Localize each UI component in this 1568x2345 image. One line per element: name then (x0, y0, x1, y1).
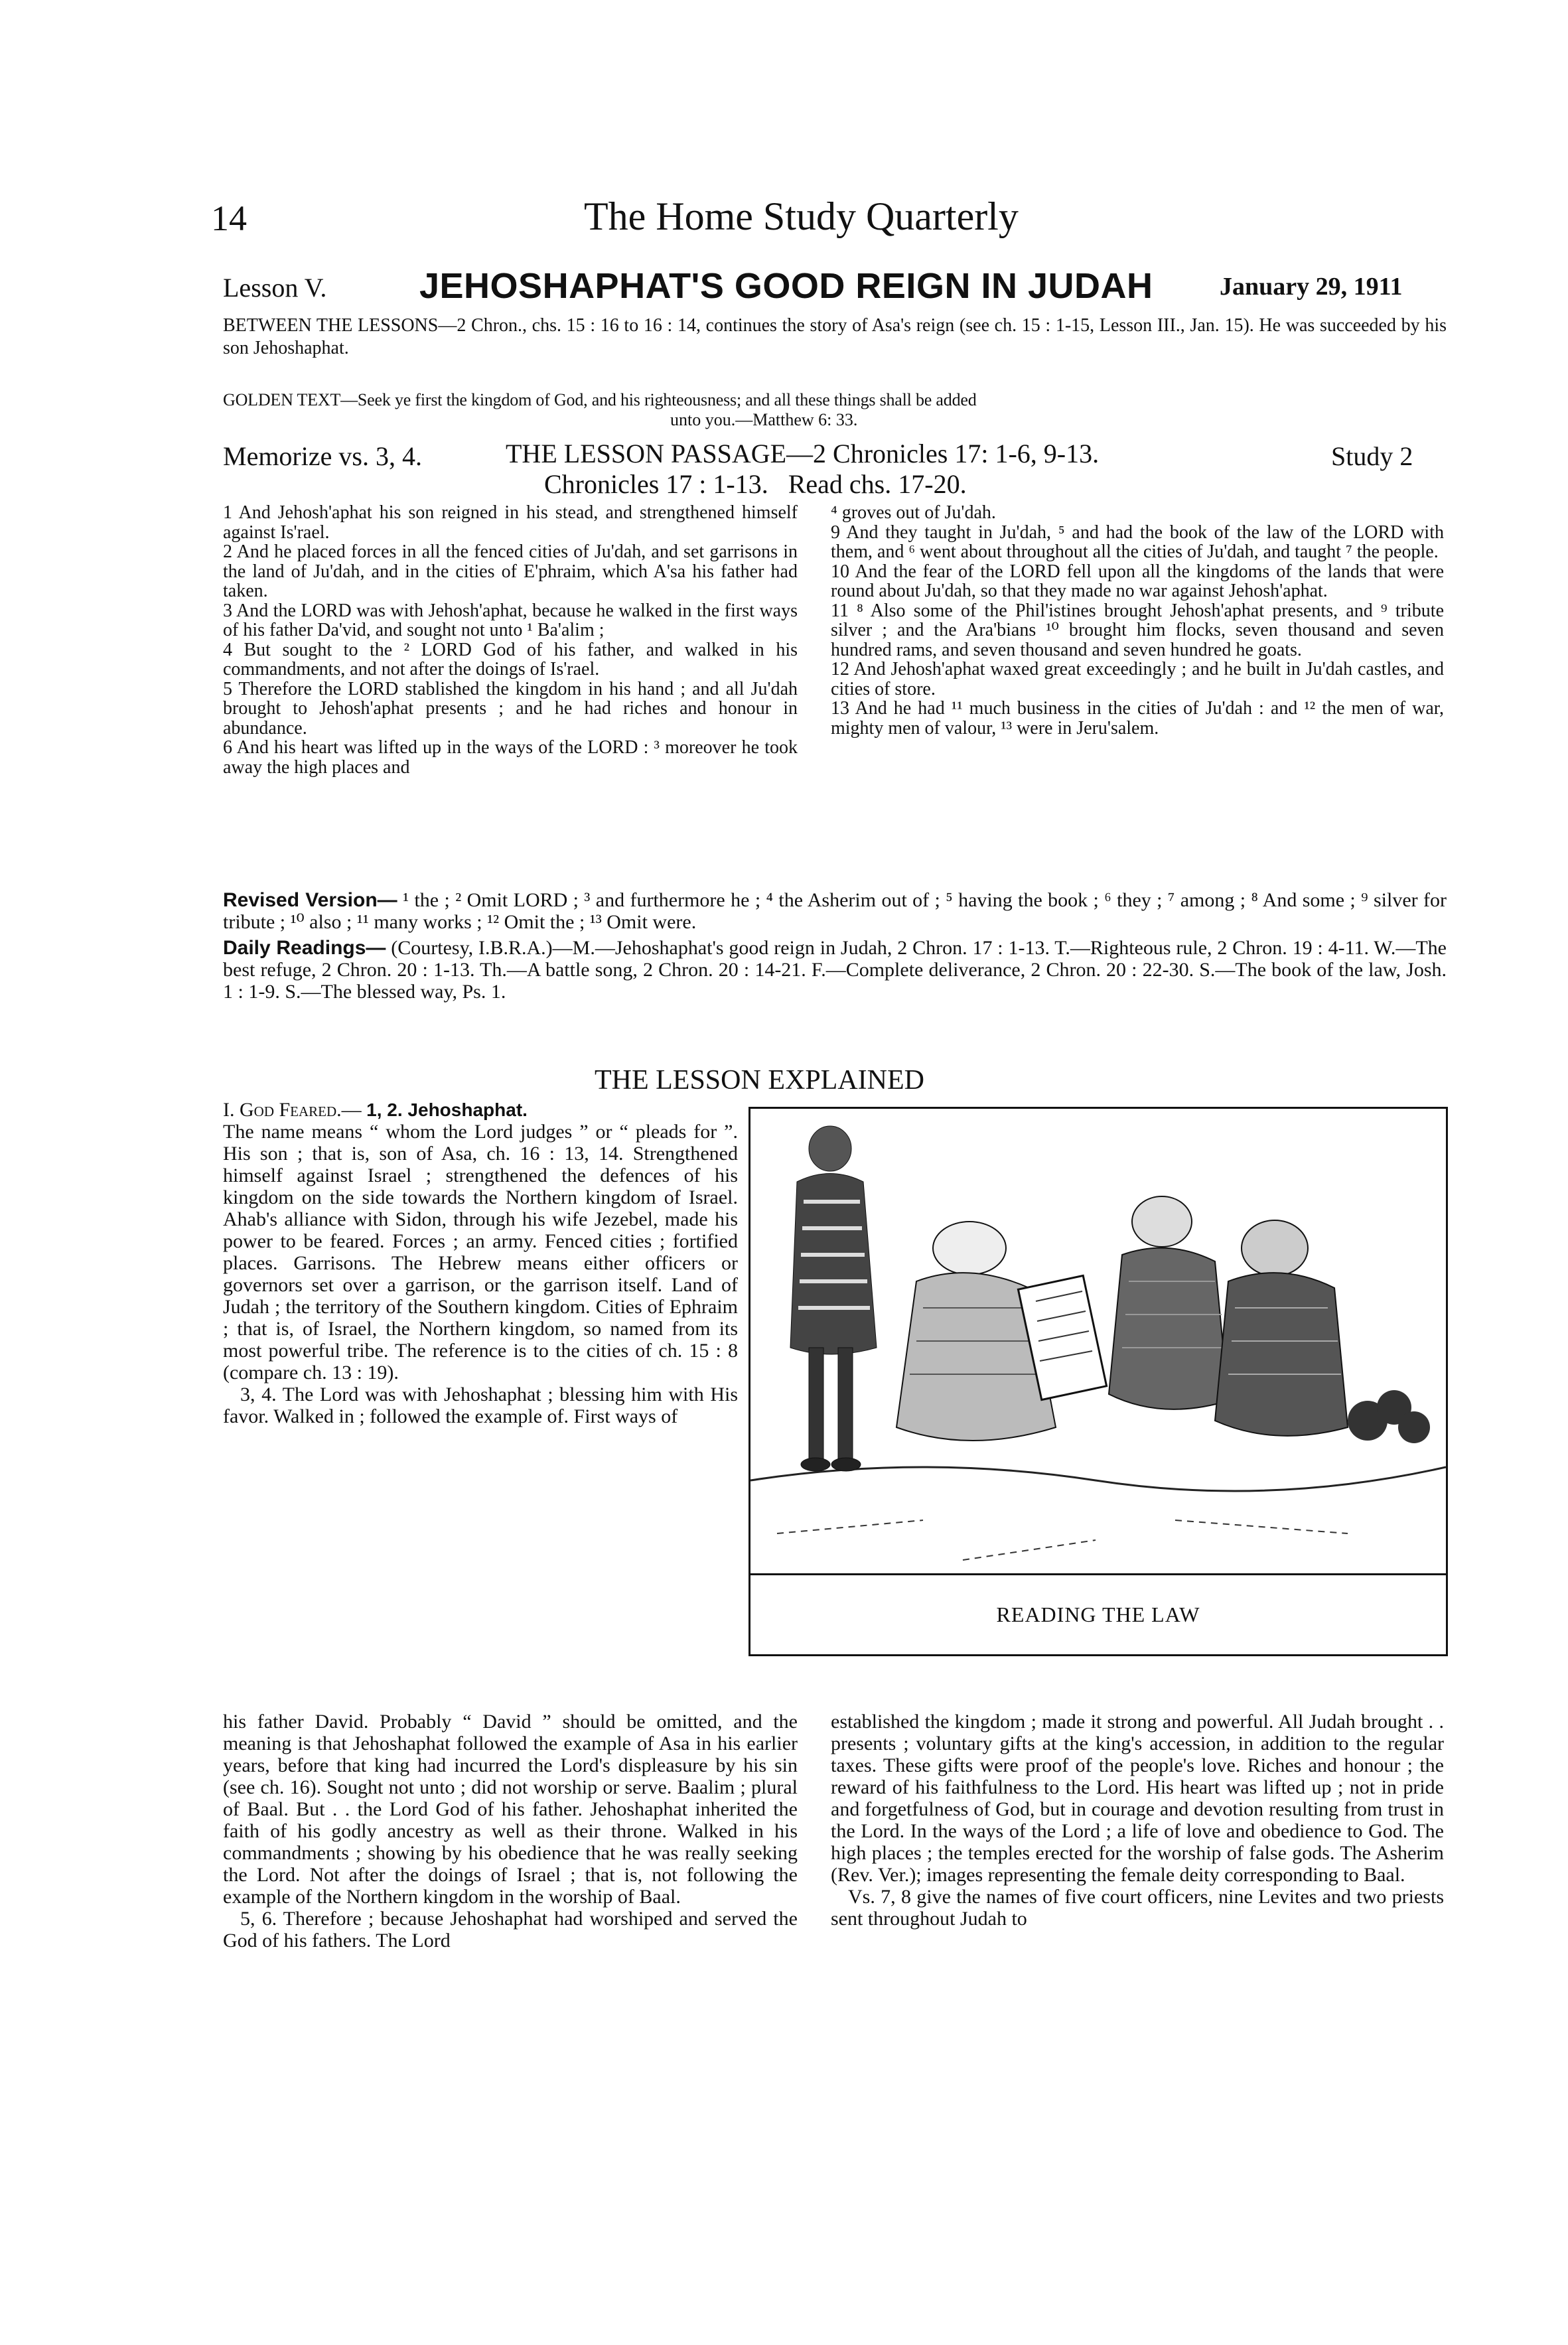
verse: 13 And he had ¹¹ much business in the cities of Ju'dah : and ¹² the men of war, mighty men of valour, ¹³ were in Jeru'salem. (831, 698, 1444, 739)
verse: 12 And Jehosh'aphat waxed great exceedingly ; and he built in Ju'dah castles, and cities of store. (831, 659, 1444, 699)
verse: 5 Therefore the LORD stablished the kingdom in his hand ; and all Ju'dah brought to Jehosh'aphat presents ; and he had riches and honour in abundance. (223, 678, 798, 739)
verse: ⁴ groves out of Ju'dah. (831, 502, 996, 523)
memorize: Memorize vs. 3, 4. (223, 441, 422, 471)
verse: 11 ⁸ Also some of the Phil'istines brought Jehosh'aphat presents, and ⁹ tribute silver ; and the Ara'bians ¹⁰ brought him flocks, seven thousand and seven hundred rams, and seven thousand and seven hundred he goats. (831, 600, 1444, 660)
study-label: Study 2 (1331, 441, 1413, 471)
figure-caption: READING THE LAW (996, 1602, 1200, 1626)
daily-readings-text: (Courtesy, I.B.R.A.)—M.—Jehoshaphat's good reign in Judah, 2 Chron. 17 : 1-13. T.—Righteous rule, 2 Chron. 19 : 4-11. W.—The best refuge, 2 Chron. 20 : 1-13. Th.—A battle song, 2 Chron. 20 : 14-21. F.—Complete deliverance, 2 Chron. 20 : 22-30. S.—The book of the law, Josh. 1 : 1-9. S.—The blessed way, Ps. 1. (223, 937, 1447, 1003)
figure-caption-box (750, 1573, 1446, 1654)
explanation-paragraph: established the kingdom ; made it strong and powerful. All Judah brought . . presents ; voluntary gifts at the king's accession, in addition to the regular taxes. These gifts were proof of the people's love. Riches and honour ; the reward of his faithfulness to the Lord. His heart was lifted up ; not in pride and forgetfulness of God, but in courage and devotion resulting from trust in the Lord. In the ways of the Lord ; a life of love and obedience to God. The high places ; the temples erected for the worship of false gods. The Asherim (Rev. Ver.); images representing the female deity corresponding to Baal. (831, 1711, 1444, 1886)
explanation-paragraph: 3, 4. The Lord was with Jehoshaphat ; blessing him with His favor. Walked in ; followed the example of. First ways of (223, 1384, 738, 1427)
figure-frame (748, 1107, 1448, 1656)
explanation-paragraph: 5, 6. Therefore ; because Jehoshaphat had worshiped and served the God of his fathers. The Lord (223, 1908, 798, 1952)
explained-lower-right (831, 1711, 1444, 1930)
lesson-explained-heading: THE LESSON EXPLAINED (595, 1065, 924, 1096)
daily-readings (223, 937, 1447, 1003)
verse: 2 And he placed forces in all the fenced cities of Ju'dah, and set garrisons in the land of Ju'dah, and in the cities of E'phraim, which A'sa his father had taken. (223, 541, 798, 601)
page-number: 14 (211, 198, 247, 238)
golden-text-line1: GOLDEN TEXT—Seek ye first the kingdom of God, and his righteousness; and all these things shall be added (223, 390, 977, 409)
lesson-passage: THE LESSON PASSAGE—2 Chronicles 17: 1-6, 9-13. (506, 439, 1100, 468)
verse: 3 And the LORD was with Jehosh'aphat, because he walked in the first ways of his father Da'vid, and sought not unto ¹ Ba'alim ; (223, 600, 798, 640)
verse: 1 And Jehosh'aphat his son reigned in his stead, and strengthened himself against Is'rael. (223, 502, 798, 543)
revised-version-text: ¹ the ; ² Omit LORD ; ³ and furthermore he ; ⁴ the Asherim out of ; ⁵ having the book ; ⁶ they ; ⁷ among ; ⁸ And some ; ⁹ silver for tribute ; ¹⁰ also ; ¹¹ many works ; ¹² Omit the ; ¹³ Omit were. (223, 889, 1447, 933)
between-lessons: BETWEEN THE LESSONS—2 Chron., chs. 15 : 16 to 16 : 14, continues the story of Asa's reign (see ch. 15 : 1-15, Lesson III., Jan. 15). He was succeeded by his son Jehoshaphat. (223, 315, 1447, 358)
lesson-number: Lesson V. (223, 273, 327, 303)
explained-lower-left (223, 1711, 798, 1952)
explanation-paragraph: The name means “ whom the Lord judges ” or “ pleads for ”. His son ; that is, son of Asa, ch. 16 : 13, 14. Strengthened himself against Israel ; strengthened the defences of his kingdom on the side towards the Northern kingdom of Israel. Ahab's alliance with Sidon, through his wife Jezebel, made his power to be feared. Forces ; an army. Fenced cities ; fortified places. Garrisons. The Hebrew means either officers or governors set over a garrison, or the garrison itself. Land of Judah ; the territory of the Southern kingdom. Cities of Ephraim ; that is, of Israel, the Northern kingdom, so named from its most powerful tribe. The reference is to the cities of ch. 15 : 8 (compare ch. 13 : 19). (223, 1121, 738, 1384)
verses-right-column (831, 503, 1444, 738)
reading-the-law-illustration (750, 1109, 1446, 1573)
section-heading (223, 1099, 738, 1121)
lesson-title: JEHOSHAPHAT'S GOOD REIGN IN JUDAH (419, 266, 1153, 306)
verse: 4 But sought to the ² LORD God of his father, and walked in his commandments, and not after the doings of Is'rael. (223, 639, 798, 679)
explanation-paragraph: his father David. Probably “ David ” should be omitted, and the meaning is that Jehoshaphat followed the example of Asa in his earlier years, before that king had incurred the Lord's displeasure by his sin (see ch. 16). Sought not unto ; did not worship or serve. Baalim ; plural of Baal. But . . the Lord God of his father. Jehoshaphat inherited the faith of his godly ancestry as well as their throne. Walked in his commandments ; showing by his obedience that he was really seeking the Lord. Not after the doings of Israel ; that is, not following the example of the Northern kingdom in the worship of Baal. (223, 1711, 798, 1908)
section-title: I. God Feared.— (223, 1099, 362, 1121)
verse: 10 And the fear of the LORD fell upon all the kingdoms of the lands that were round about Ju'dah, so that they made no war against Jehosh'aphat. (831, 561, 1444, 601)
daily-readings-label: Daily Readings— (223, 937, 386, 959)
lesson-date: January 29, 1911 (1220, 273, 1403, 301)
golden-text-line2: unto you.—Matthew 6: 33. (670, 410, 858, 429)
verse: 6 And his heart was lifted up in the ways of the LORD : ³ moreover he took away the high places and (223, 737, 798, 778)
revised-version-label: Revised Version— (223, 889, 397, 911)
verses-left-column (223, 503, 798, 777)
running-title: The Home Study Quarterly (584, 194, 1019, 238)
verse: 9 And they taught in Ju'dah, ⁵ and had the book of the law of the LORD with them, and ⁶ went about throughout all the cities of Ju'dah, and taught ⁷ the people. (831, 522, 1444, 562)
revised-version (223, 889, 1447, 933)
explained-left-column (223, 1099, 738, 1427)
explanation-paragraph: Vs. 7, 8 give the names of five court officers, nine Levites and two priests sent throughout Judah to (831, 1886, 1444, 1930)
study-reference: Chronicles 17 : 1-13. Read chs. 17-20. (544, 469, 967, 499)
section-refs: 1, 2. Jehoshaphat. (366, 1100, 528, 1120)
